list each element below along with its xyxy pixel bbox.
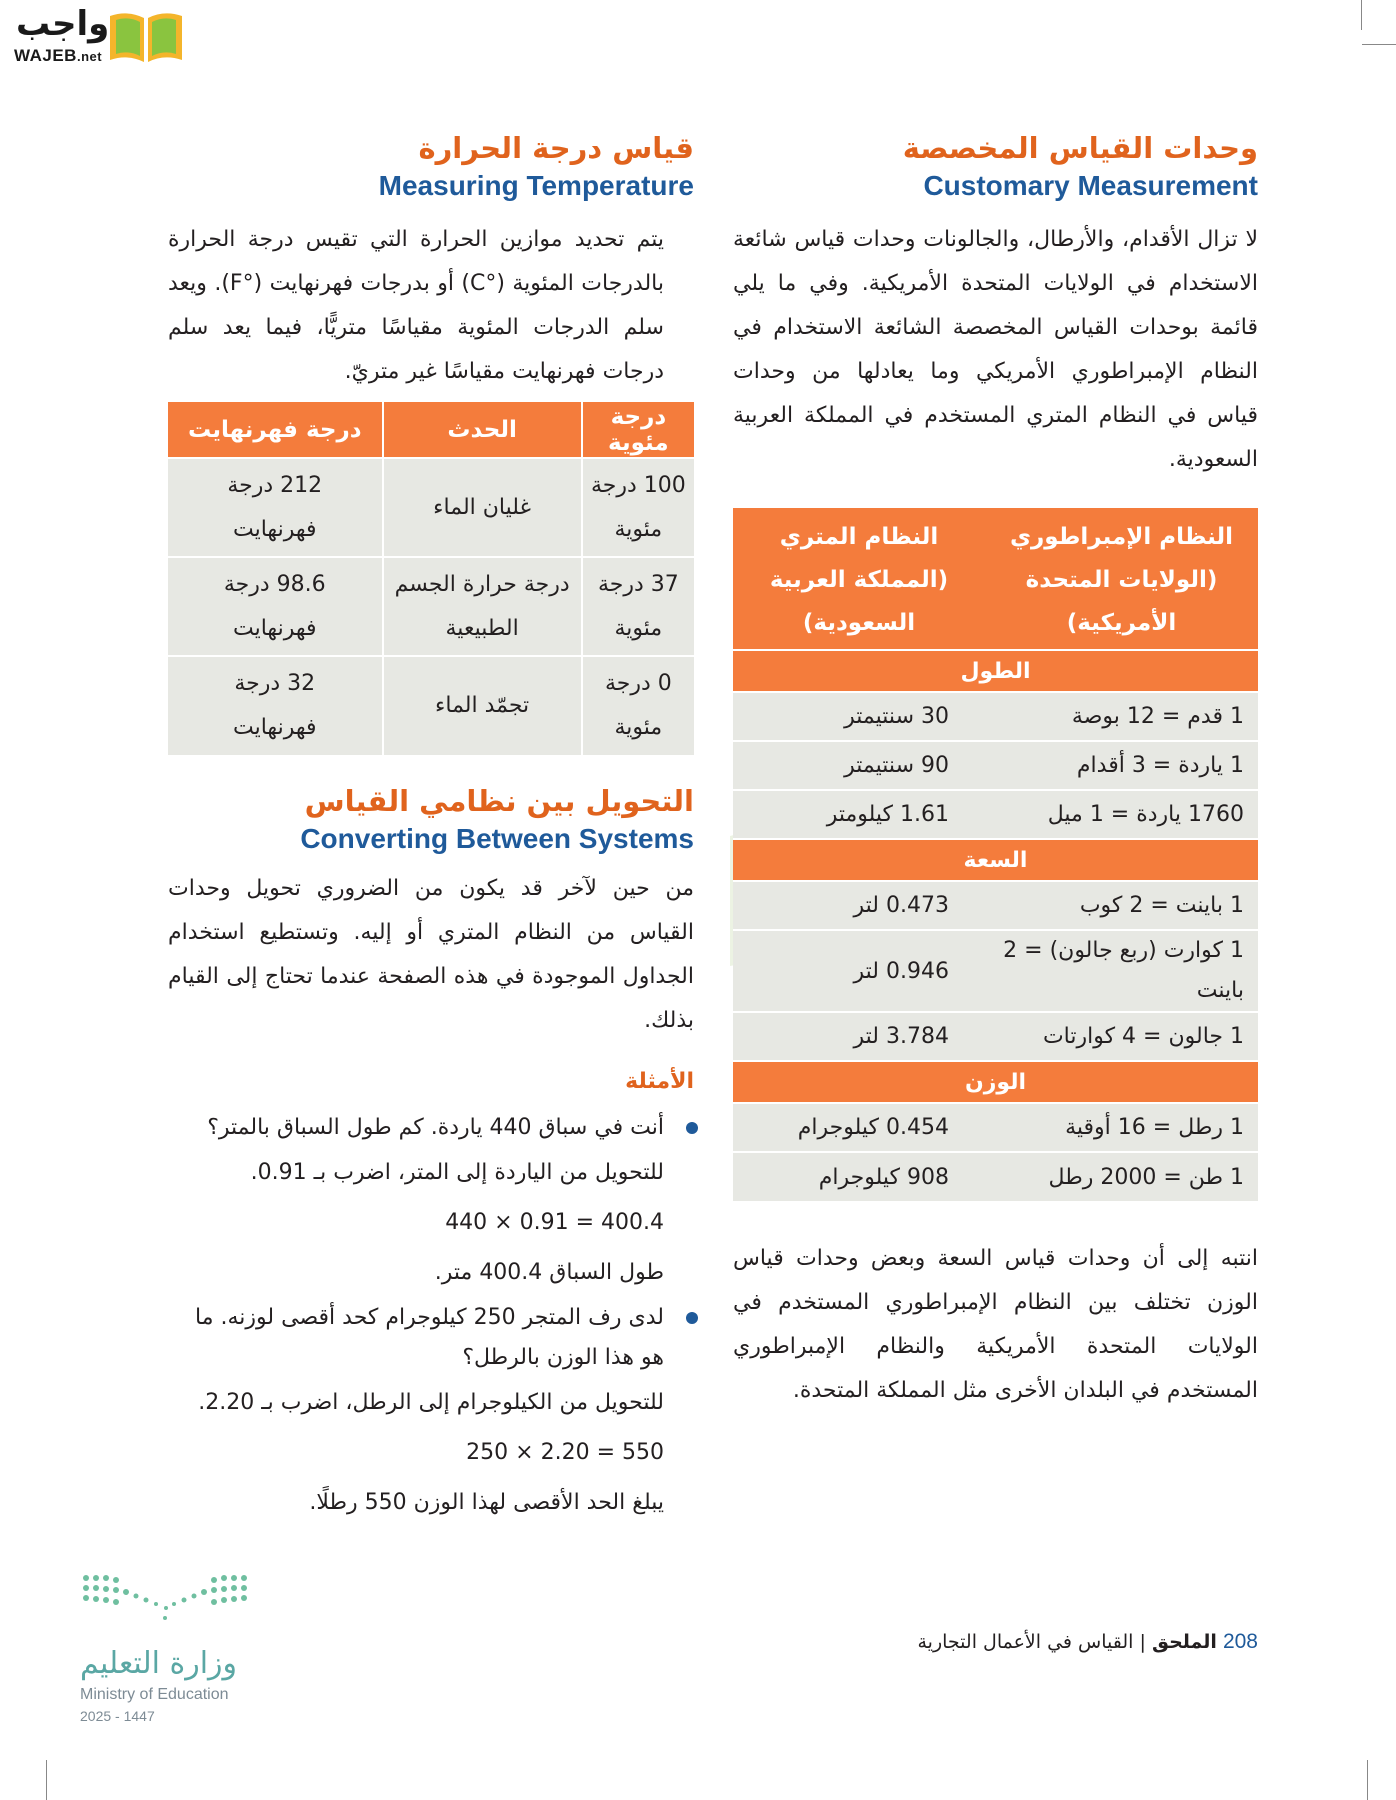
ministry-arabic: وزارة التعليم [80,1646,238,1681]
section-label: الوزن [733,1061,1258,1103]
example-step: طول السباق 400.4 متر. [434,1260,664,1286]
page-number: 208 [1222,1630,1258,1653]
imperial-cell: 1 رطل = 16 أوقية [985,1103,1258,1152]
book-icon [106,6,186,66]
temperature-paragraph: يتم تحديد موازين الحرارة التي تقيس درجة الحرارة بالدرجات المئوية (°C) أو بدرجات فهرنهايت (°F). ويعد سلم الدرجات المئوية مقياسًا متريًّا، فيما يعد سلم درجات فهرنهايت مقياسًا غير متريّ. [168,227,664,385]
celsius-cell: 37 درجة مئوية [582,557,694,656]
table-row [733,790,1258,839]
customary-paragraph: لا تزال الأقدام، والأرطال، والجالونات وحدات قياس شائعة الاستخدام في الولايات المتحدة الأمريكية. وفي ما يلي قائمة بوحدات القياس المخصصة الشائعة الاستخدام في النظام الإمبراطوري الأمريكي وما يعادلها من وحدات قياس في النظام المتري المستخدم في المملكة العربية السعودية. [733,227,1258,473]
crop-mark [46,1760,47,1800]
section-row [733,839,1258,881]
imperial-cell: 1 ياردة = 3 أقدام [985,741,1258,790]
customary-table [733,508,1258,1201]
imperial-cell: 1 كوارت (ربع جالون) = 2 باينت [985,930,1258,1012]
converting-title-en: Converting Between Systems [300,822,694,854]
converting-section [168,783,694,1528]
section-row [733,1061,1258,1103]
section-label: الطول [733,650,1258,692]
table-row [733,741,1258,790]
header-event: الحدث [383,402,582,458]
event-cell: درجة حرارة الجسم الطبيعية [383,557,582,656]
metric-cell: 30 سنتيمتر [733,692,985,741]
temperature-title-en: Measuring Temperature [378,169,694,201]
fahrenheit-cell: 212 درجة فهرنهايت [168,458,383,557]
crop-mark [1367,1760,1368,1800]
table-row [733,930,1258,1012]
header-imperial: النظام الإمبراطوري (الولايات المتحدة الأمريكية) [985,508,1258,650]
page-footer [917,1630,1258,1654]
fahrenheit-cell: 98.6 درجة فهرنهايت [168,557,383,656]
metric-cell: 1.61 كيلومتر [733,790,985,839]
example-step: للتحويل من الياردة إلى المتر، اضرب بـ 0.91. [250,1160,664,1186]
table-row [733,881,1258,930]
table-row [733,1103,1258,1152]
ministry-english: Ministry of Education [80,1686,229,1703]
ministry-year: 2025 - 1447 [80,1708,155,1724]
example-question: لدى رف المتجر 250 كيلوجرام كحد أقصى لوزنه. ما هو هذا الوزن بالرطل؟ [168,1298,664,1378]
fahrenheit-cell: 32 درجة فهرنهايت [168,656,383,755]
ministry-logo [78,1572,278,1732]
imperial-cell: 1 قدم = 12 بوصة [985,692,1258,741]
table-row [168,557,694,656]
event-cell: تجمّد الماء [383,656,582,755]
table-row [168,656,694,755]
examples-title: الأمثلة [625,1069,694,1095]
wajeb-logo [10,4,190,68]
logo-arabic-text: واجب [16,4,110,44]
customary-section [733,130,1258,1413]
example-step: 400.4 = 0.91 × 440 [445,1210,664,1236]
header-metric: النظام المتري (المملكة العربية السعودية) [733,508,985,650]
celsius-cell: 0 درجة مئوية [582,656,694,755]
converting-title-ar: التحويل بين نظامي القياس [304,784,694,819]
celsius-cell: 100 درجة مئوية [582,458,694,557]
crop-mark [1361,0,1362,30]
table-row [733,1152,1258,1201]
example-item [168,1108,664,1298]
customary-note: انتبه إلى أن وحدات قياس السعة وبعض وحدات قياس الوزن تختلف بين النظام الإمبراطوري المستخدم في الولايات المتحدة الأمريكية والنظام الإمبراطوري المستخدم في البلدان الأخرى مثل المملكة المتحدة. [733,1246,1258,1404]
logo-english-text: WAJEB.net [14,46,103,65]
metric-cell: 0.454 كيلوجرام [733,1103,985,1152]
section-label: السعة [733,839,1258,881]
table-row [733,692,1258,741]
metric-cell: 0.946 لتر [733,930,985,1012]
ministry-dots-icon [80,1572,250,1632]
bullet-icon [686,1312,698,1324]
bullet-icon [686,1122,698,1134]
table-row [733,1012,1258,1061]
footer-chapter: القياس في الأعمال التجارية [917,1631,1134,1653]
header-fahrenheit: درجة فهرنهايت [168,402,383,458]
example-question: أنت في سباق 440 ياردة. كم طول السباق بالمتر؟ [168,1108,664,1148]
customary-title-ar: وحدات القياس المخصصة [902,131,1258,165]
footer-section: الملحق [1151,1631,1217,1653]
footer-separator: | [1139,1631,1146,1653]
example-item [168,1298,664,1528]
imperial-cell: 1 باينت = 2 كوب [985,881,1258,930]
temperature-section [168,130,694,1528]
crop-mark [1362,44,1396,45]
example-step: للتحويل من الكيلوجرام إلى الرطل، اضرب بـ 2.20. [198,1390,664,1416]
temperature-title-ar: قياس درجة الحرارة [418,131,694,165]
imperial-cell: 1760 ياردة = 1 ميل [985,790,1258,839]
example-step: يبلغ الحد الأقصى لهذا الوزن 550 رطلًا. [309,1490,664,1516]
temperature-table [168,402,694,755]
examples-list [168,1108,694,1528]
imperial-cell: 1 طن = 2000 رطل [985,1152,1258,1201]
imperial-cell: 1 جالون = 4 كوارتات [985,1012,1258,1061]
example-step: 550 = 2.20 × 250 [466,1440,664,1466]
converting-paragraph: من حين لآخر قد يكون من الضروري تحويل وحدات القياس من النظام المتري أو إليه. وتستطيع استخدام الجداول الموجودة في هذه الصفحة عندما تحتاج إلى القيام بذلك. [168,876,694,1034]
event-cell: غليان الماء [383,458,582,557]
section-row [733,650,1258,692]
table-row [168,458,694,557]
metric-cell: 90 سنتيمتر [733,741,985,790]
metric-cell: 908 كيلوجرام [733,1152,985,1201]
header-celsius: درجة مئوية [582,402,694,458]
metric-cell: 0.473 لتر [733,881,985,930]
customary-title-en: Customary Measurement [923,169,1258,201]
metric-cell: 3.784 لتر [733,1012,985,1061]
